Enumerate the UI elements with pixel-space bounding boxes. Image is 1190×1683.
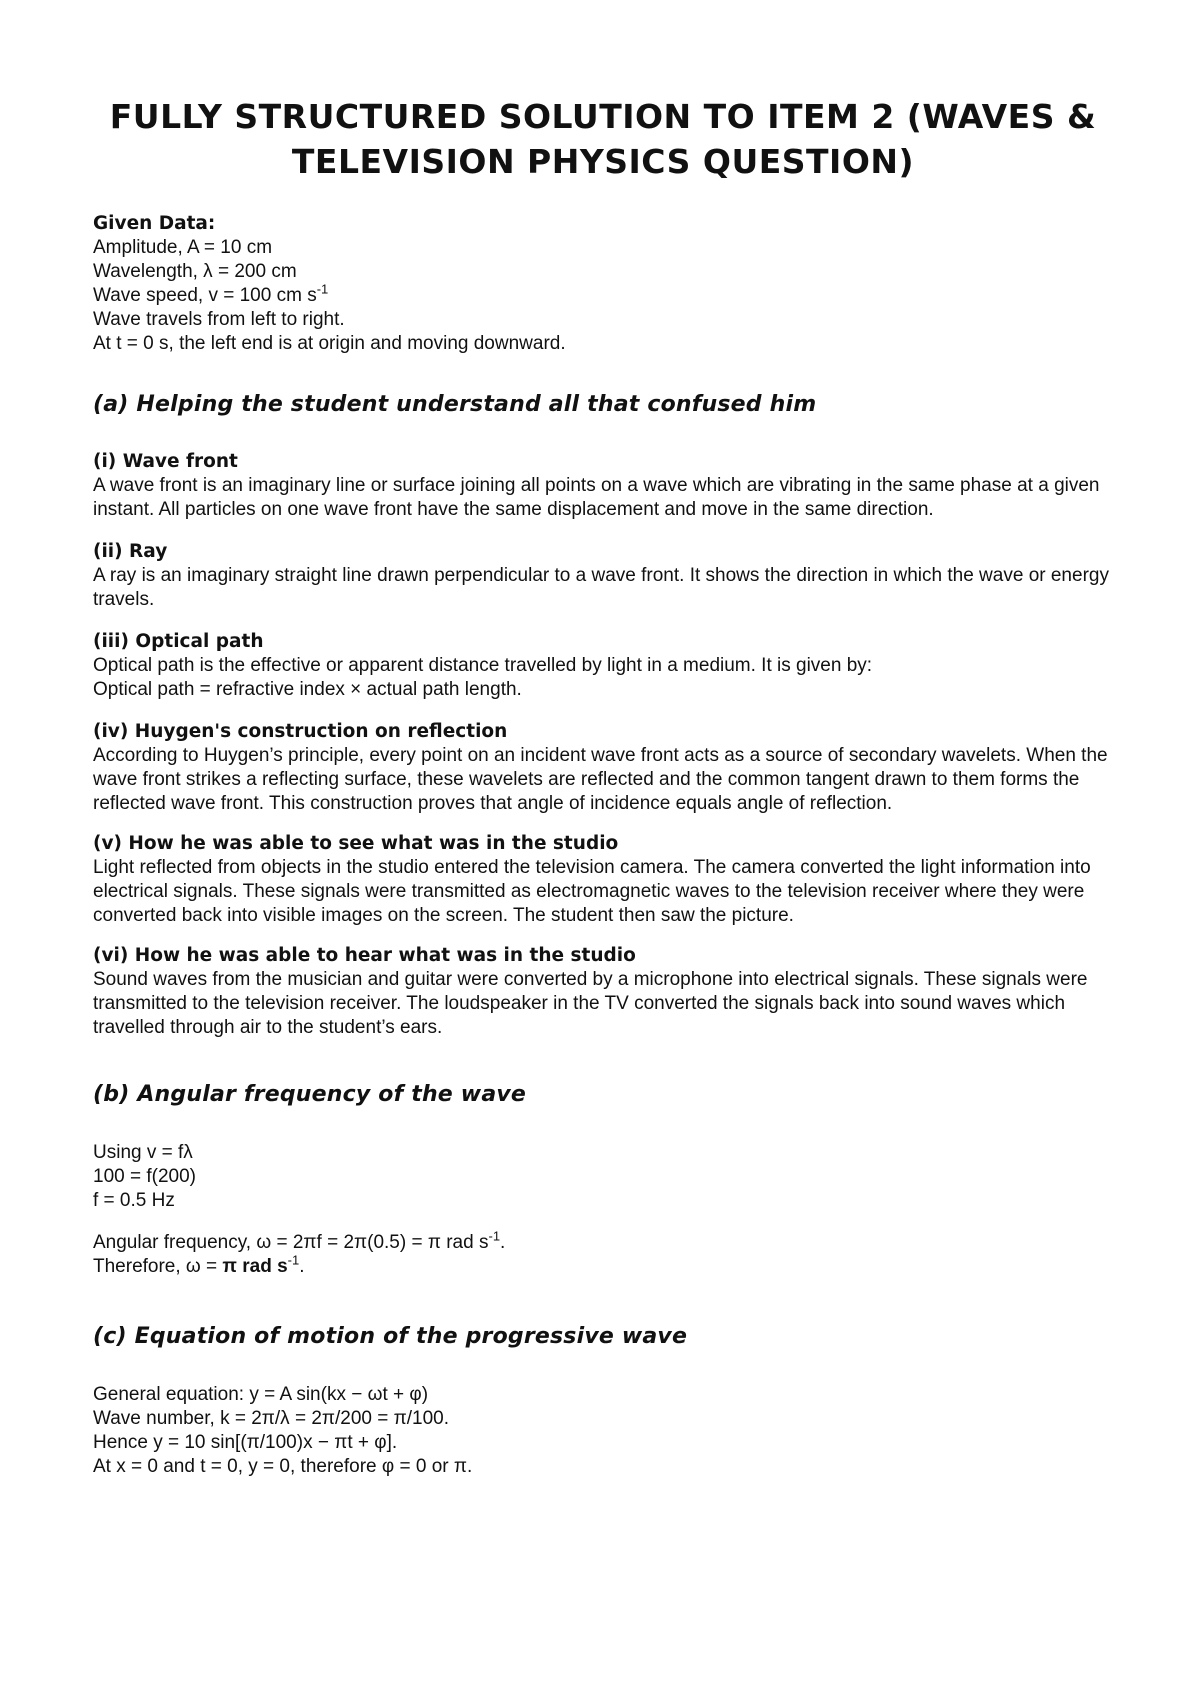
given-direction: Wave travels from left to right.	[93, 309, 345, 330]
given-wavelength: Wavelength, λ = 200 cm	[93, 261, 297, 282]
optical-path-formula: Optical path = refractive index × actual path length.	[93, 679, 522, 700]
result-end: .	[299, 1256, 305, 1277]
frequency-line-1: Using v = fλ	[93, 1142, 193, 1163]
ray-text: A ray is an imaginary straight line drawn perpendicular to a wave front. It shows the direction in which the wave or energy travels.	[93, 565, 1109, 610]
given-data-block	[93, 212, 1113, 356]
given-data-heading: Given Data:	[93, 213, 216, 234]
part-b-heading: (b) Angular frequency of the wave	[93, 1082, 527, 1107]
angular-frequency-block	[93, 1228, 1113, 1279]
part-c-heading: (c) Equation of motion of the progressive wave	[93, 1324, 688, 1349]
part-a-heading: (a) Helping the student understand all that confused him	[93, 392, 817, 417]
hear-studio-text: Sound waves from the musician and guitar were converted by a microphone into electrical signals. These signals were transmitted to the television receiver. The loudspeaker in the TV converted the signals back into sound waves which travelled through air to the student’s ears.	[93, 969, 1088, 1038]
equation-line-3: Hence y = 10 sin[(π/100)x − πt + φ].	[93, 1432, 398, 1453]
wave-front-label: (i) Wave front	[93, 451, 238, 472]
angular-frequency-exponent: -1	[488, 1228, 501, 1244]
huygen-block	[93, 720, 1113, 816]
ray-block	[93, 540, 1113, 612]
see-studio-block	[93, 832, 1113, 928]
given-speed-exponent: -1	[316, 281, 329, 297]
huygen-text: According to Huygen’s principle, every point on an incident wave front acts as a source of secondary wavelets. When the wave front strikes a reflecting surface, these wavelets are reflected and the common tangent drawn to them forms the reflected wave front. This construction proves that angle of incidence equals angle of reflection.	[93, 745, 1108, 814]
document-title: FULLY STRUCTURED SOLUTION TO ITEM 2 (WAVES & TELEVISION PHYSICS QUESTION)	[109, 97, 1097, 181]
hear-studio-block	[93, 944, 1113, 1040]
angular-frequency-end: .	[500, 1232, 506, 1253]
given-speed-text: Wave speed, v = 100 cm s	[93, 285, 317, 306]
equation-line-1: General equation: y = A sin(kx − ωt + φ)	[93, 1384, 429, 1405]
given-amplitude: Amplitude, A = 10 cm	[93, 237, 273, 258]
equation-line-4: At x = 0 and t = 0, y = 0, therefore φ = 0 or π.	[93, 1456, 473, 1477]
see-studio-label: (v) How he was able to see what was in the studio	[93, 833, 619, 854]
huygen-label: (iv) Huygen's construction on reflection	[93, 721, 508, 742]
frequency-working-block	[93, 1141, 1113, 1213]
wave-front-block	[93, 450, 1113, 522]
result-prefix: Therefore, ω =	[93, 1256, 223, 1277]
optical-path-block	[93, 630, 1113, 702]
angular-frequency-line	[93, 1228, 1113, 1255]
result-exponent: -1	[287, 1252, 300, 1268]
frequency-line-3: f = 0.5 Hz	[93, 1190, 175, 1211]
see-studio-text: Light reflected from objects in the studio entered the television camera. The camera converted the light information into electrical signals. These signals were transmitted as electromagnetic waves to the television receiver where they were converted back into visible images on the screen. The student then saw the picture.	[93, 857, 1091, 926]
angular-frequency-text: Angular frequency, ω = 2πf = 2π(0.5) = π rad s	[93, 1232, 489, 1253]
ray-label: (ii) Ray	[93, 541, 168, 562]
equation-line-2: Wave number, k = 2π/λ = 2π/200 = π/100.	[93, 1408, 450, 1429]
wave-front-text: A wave front is an imaginary line or surface joining all points on a wave which are vibrating in the same phase at a given instant. All particles on one wave front have the same displacement and move in the same direction.	[93, 475, 1100, 520]
frequency-line-2: 100 = f(200)	[93, 1166, 196, 1187]
result-value: π rad s	[222, 1256, 288, 1277]
hear-studio-label: (vi) How he was able to hear what was in the studio	[93, 945, 636, 966]
optical-path-text: Optical path is the effective or apparent distance travelled by light in a medium. It is given by:	[93, 655, 873, 676]
angular-frequency-result	[93, 1252, 1113, 1279]
equation-working-block	[93, 1383, 1113, 1479]
optical-path-label: (iii) Optical path	[93, 631, 264, 652]
given-initial-condition: At t = 0 s, the left end is at origin and moving downward.	[93, 333, 566, 354]
given-speed	[93, 281, 1113, 308]
